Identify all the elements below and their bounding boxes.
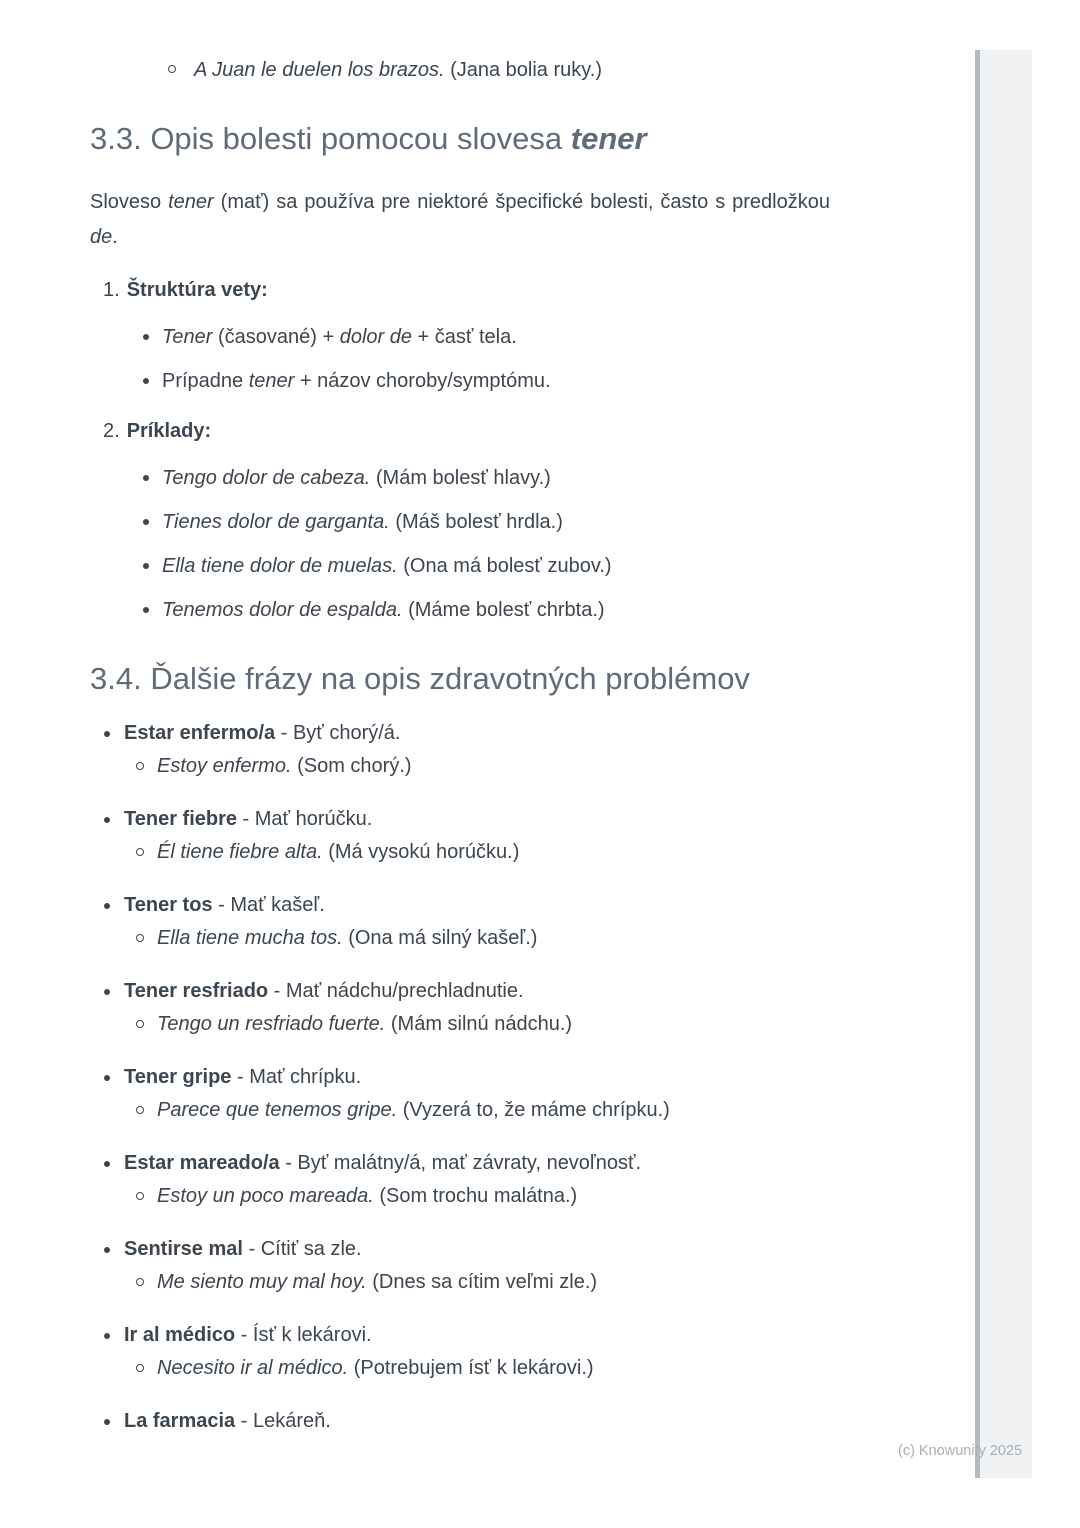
phrase-term: Tener resfriado	[124, 980, 269, 1002]
item-number: 2.	[103, 420, 120, 442]
example-item	[157, 1269, 830, 1296]
phrase-example-list	[90, 1183, 830, 1210]
phrase-term: Estar enfermo/a	[124, 722, 276, 744]
phrase-term-line	[90, 1408, 830, 1435]
phrase-item	[90, 892, 830, 952]
text-run: Estoy un poco mareada.	[157, 1185, 374, 1207]
sub-bullet-list	[90, 465, 830, 623]
example-item-text	[157, 1099, 670, 1121]
example-item-text	[157, 1357, 594, 1379]
text-run: Estoy enfermo.	[157, 755, 292, 777]
phrase-example-list	[90, 925, 830, 952]
section-3-4-heading	[90, 659, 830, 698]
page-content	[90, 0, 830, 1461]
example-item	[157, 1011, 830, 1038]
text-run: + časť tela.	[412, 326, 517, 348]
numbered-item-label-line	[90, 277, 830, 303]
text-run: Ella tiene dolor de muelas.	[162, 555, 398, 577]
text-run: Tengo dolor de cabeza.	[162, 467, 371, 489]
text-run: Sloveso	[90, 191, 169, 213]
section-3-4-heading-text	[90, 661, 750, 696]
example-item-text	[157, 841, 519, 863]
text-run: (Dnes sa cítim veľmi zle.)	[366, 1271, 598, 1293]
structure-numbered-list	[90, 277, 830, 623]
text-run: Tengo un resfriado fuerte.	[157, 1013, 386, 1035]
bullet-item	[162, 368, 830, 394]
section-3-3-heading	[90, 119, 830, 158]
text-run: A Juan le duelen los brazos.	[194, 59, 445, 81]
example-item-text	[157, 927, 537, 949]
phrase-term-line	[90, 1150, 830, 1177]
text-run: tener	[168, 191, 214, 213]
example-item	[157, 1097, 830, 1124]
next-page-edge	[975, 50, 1032, 1478]
phrase-example-list	[90, 1355, 830, 1382]
item-label: Štruktúra vety:	[126, 279, 268, 301]
phrase-term-line	[90, 720, 830, 747]
phrase-example-list	[90, 839, 830, 866]
phrase-example-list	[90, 1269, 830, 1296]
text-run: Prípadne	[162, 370, 249, 392]
bullet-item-text	[162, 511, 563, 533]
example-item-text	[157, 1271, 597, 1293]
text-run: (mať) sa používa pre niektoré špecifické bolesti, často s predložkou	[213, 191, 830, 213]
numbered-item-label-line	[90, 418, 830, 444]
phrase-term-line	[90, 1236, 830, 1263]
example-item	[157, 753, 830, 780]
bullet-item-text	[162, 370, 551, 392]
phrase-term-line	[90, 978, 830, 1005]
text-run: 3.3. Opis bolesti pomocou slovesa	[90, 121, 571, 156]
phrase-translation: - Mať chrípku.	[231, 1066, 362, 1088]
numbered-item	[90, 418, 830, 623]
text-run: (Máš bolesť hrdla.)	[389, 511, 563, 533]
example-item-text	[157, 755, 412, 777]
phrase-term-line	[90, 892, 830, 919]
text-run: (Mám bolesť hlavy.)	[370, 467, 551, 489]
phrase-translation: - Mať horúčku.	[237, 808, 373, 830]
text-run: (Máme bolesť chrbta.)	[402, 599, 605, 621]
example-item	[157, 925, 830, 952]
bullet-item	[162, 465, 830, 491]
example-item	[157, 1183, 830, 1210]
item-number: 1.	[103, 279, 120, 301]
text-run: Parece que tenemos gripe.	[157, 1099, 398, 1121]
phrase-term: Sentirse mal	[124, 1238, 243, 1260]
phrase-item	[90, 1064, 830, 1124]
phrase-term: Tener tos	[124, 894, 213, 916]
text-run: Tienes dolor de garganta.	[162, 511, 390, 533]
text-run: tener	[248, 370, 295, 392]
intro-list	[90, 57, 830, 83]
phrase-translation: - Byť malátny/á, mať závraty, nevoľnosť.	[279, 1152, 642, 1174]
bullet-item-text	[162, 326, 517, 348]
text-run: tener	[570, 121, 647, 156]
text-run: (Som trochu malátna.)	[373, 1185, 578, 1207]
text-run: (Ona má silný kašeľ.)	[342, 927, 538, 949]
text-run: Me siento muy mal hoy.	[157, 1271, 367, 1293]
phrase-item	[90, 1322, 830, 1382]
item-label: Príklady:	[126, 420, 212, 442]
sub-bullet-list	[90, 324, 830, 394]
phrase-term: Estar mareado/a	[124, 1152, 280, 1174]
phrase-translation: - Ísť k lekárovi.	[235, 1324, 372, 1346]
text-run: Necesito ir al médico.	[157, 1357, 349, 1379]
text-run: dolor de	[339, 326, 412, 348]
bullet-item	[162, 509, 830, 535]
text-run: Ella tiene mucha tos.	[157, 927, 343, 949]
phrase-example-list	[90, 753, 830, 780]
phrase-translation: - Mať kašeľ.	[212, 894, 325, 916]
section-3-3-paragraph	[90, 185, 830, 255]
example-item	[157, 839, 830, 866]
numbered-item	[90, 277, 830, 394]
phrase-term-line	[90, 1064, 830, 1091]
text-run: (Jana bolia ruky.)	[444, 59, 603, 81]
phrase-translation: - Cítiť sa zle.	[242, 1238, 362, 1260]
bullet-item	[162, 324, 830, 350]
phrase-item	[90, 978, 830, 1038]
text-run: Tenemos dolor de espalda.	[162, 599, 403, 621]
phrase-translation: - Lekáreň.	[235, 1410, 331, 1432]
bullet-item-text	[162, 555, 612, 577]
bullet-item	[162, 553, 830, 579]
example-item-text	[157, 1185, 577, 1207]
phrase-term: Tener gripe	[124, 1066, 232, 1088]
phrase-item	[90, 1408, 830, 1435]
text-run: (Potrebujem ísť k lekárovi.)	[348, 1357, 594, 1379]
phrase-translation: - Byť chorý/á.	[275, 722, 401, 744]
bullet-item	[162, 597, 830, 623]
phrase-term: Tener fiebre	[124, 808, 237, 830]
text-run: (Vyzerá to, že máme chrípku.)	[397, 1099, 670, 1121]
text-run: + názov choroby/symptómu.	[294, 370, 551, 392]
bullet-item-text	[162, 467, 551, 489]
text-run: (Som chorý.)	[291, 755, 412, 777]
phrase-term-line	[90, 1322, 830, 1349]
text-run: (časované) +	[212, 326, 340, 348]
phrase-item	[90, 806, 830, 866]
phrase-list	[90, 720, 830, 1435]
section-3-3-paragraph-text	[90, 191, 830, 248]
phrase-term: La farmacia	[124, 1410, 236, 1432]
section-3-3-heading-text	[90, 121, 647, 156]
phrase-example-list	[90, 1097, 830, 1124]
text-run: Tener	[162, 326, 213, 348]
text-run: .	[112, 226, 118, 248]
example-item	[157, 1355, 830, 1382]
text-run: (Ona má bolesť zubov.)	[397, 555, 612, 577]
phrase-item	[90, 720, 830, 780]
text-run: Él tiene fiebre alta.	[157, 841, 323, 863]
phrase-item	[90, 1150, 830, 1210]
phrase-translation: - Mať nádchu/prechladnutie.	[268, 980, 524, 1002]
text-run: (Má vysokú horúčku.)	[322, 841, 520, 863]
bullet-item-text	[162, 599, 605, 621]
text-run: (Mám silnú nádchu.)	[385, 1013, 573, 1035]
phrase-item	[90, 1236, 830, 1296]
intro-list-item	[194, 57, 830, 83]
phrase-term: Ir al médico	[124, 1324, 236, 1346]
phrase-example-list	[90, 1011, 830, 1038]
example-item-text	[157, 1013, 572, 1035]
copyright-watermark: (c) Knowunity 2025	[898, 1443, 1023, 1459]
intro-text	[194, 59, 602, 81]
text-run: de	[90, 226, 113, 248]
phrase-term-line	[90, 806, 830, 833]
text-run: 3.4. Ďalšie frázy na opis zdravotných problémov	[90, 661, 750, 696]
